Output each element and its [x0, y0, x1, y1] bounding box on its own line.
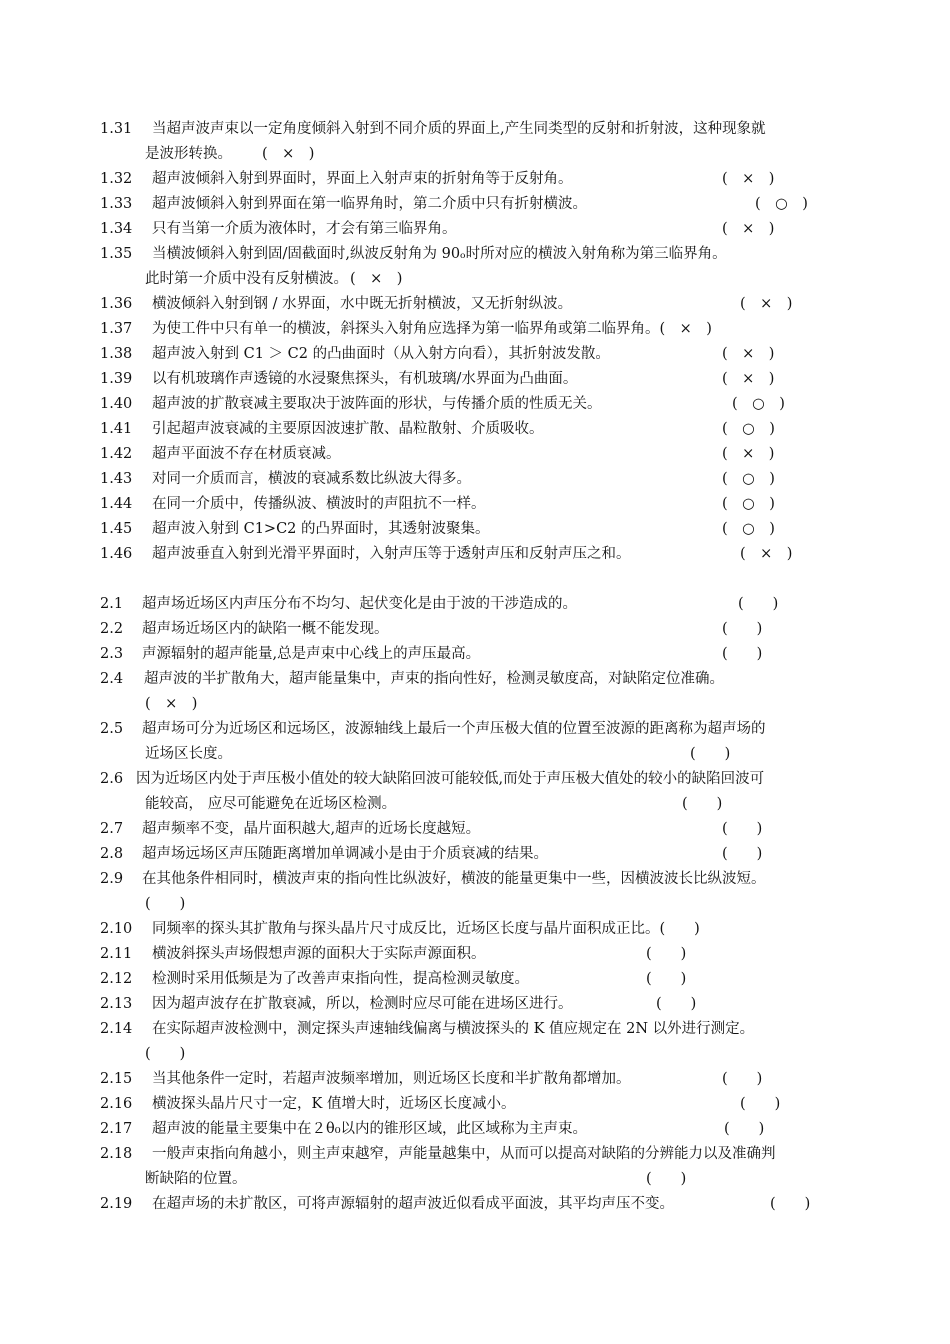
answer-mark: ( ○ )	[722, 496, 775, 512]
answer-mark: ( × )	[722, 171, 775, 187]
question-1-37: 1.37 为使工件中只有单一的横波，斜探头入射角应选择为第一临界角或第二临界角。( × )	[100, 321, 712, 337]
answer-mark: ( × )	[722, 371, 775, 387]
question-1-46: 1.46 超声波垂直入射到光滑平界面时，入射声压等于透射声压和反射声压之和。 ( × )	[100, 542, 880, 567]
answer-mark: ( × )	[262, 146, 315, 162]
question-1-31: 1.31 当超声波声束以一定角度倾斜入射到不同介质的界面上,产生同类型的反射和折射波，这种现象就 是波形转换。 ( × )	[100, 121, 766, 162]
question-1-43: 1.43 对同一介质而言，横波的衰减系数比纵波大得多。 ( ○ )	[100, 467, 880, 492]
question-2-4: 2.4 超声波的半扩散角大，超声能量集中，声束的指向性好，检测灵敏度高，对缺陷定位准确。 ( × )	[100, 667, 880, 717]
answer-mark: ( )	[646, 946, 687, 962]
question-2-7: 2.7 超声频率不变，晶片面积越大,超声的近场长度越短。 ( )	[100, 817, 880, 842]
question-1-38: 1.38 超声波入射到 C1 ＞ C2 的凸曲面时（从入射方向看），其折射波发散。 ( × )	[100, 342, 880, 367]
answer-mark: ( × )	[145, 696, 198, 712]
answer-mark: ( × )	[659, 321, 712, 337]
answer-mark: ( )	[145, 1046, 186, 1062]
question-2-17: 2.17 超声波的能量主要集中在２θ₀以内的锥形区域，此区域称为主声束。 ( )	[100, 1117, 880, 1142]
answer-mark: ( ○ )	[722, 421, 775, 437]
answer-mark: ( )	[145, 896, 186, 912]
answer-mark: ( × )	[722, 221, 775, 237]
answer-mark: ( )	[656, 996, 697, 1012]
question-2-15: 2.15 当其他条件一定时，若超声波频率增加，则近场区长度和半扩散角都增加。 ( )	[100, 1067, 880, 1092]
answer-mark: ( )	[740, 1096, 781, 1112]
question-2-14: 2.14 在实际超声波检测中，测定探头声速轴线偏离与横波探头的 K 值应规定在 2N 以外进行测定。 ( )	[100, 1017, 880, 1067]
question-2-16: 2.16 横波探头晶片尺寸一定，K 值增大时，近场区长度减小。 ( )	[100, 1092, 880, 1117]
question-2-5: 2.5 超声场可分为近场区和远场区，波源轴线上最后一个声压极大值的位置至波源的距离称为超声场的 近场区长度。 ( )	[100, 717, 880, 767]
question-2-3: 2.3 声源辐射的超声能量,总是声束中心线上的声压最高。 ( )	[100, 642, 880, 667]
question-2-12: 2.12 检测时采用低频是为了改善声束指向性，提高检测灵敏度。 ( )	[100, 967, 880, 992]
question-2-11: 2.11 横波斜探头声场假想声源的面积大于实际声源面积。 ( )	[100, 942, 880, 967]
question-2-13: 2.13 因为超声波存在扩散衰减，所以，检测时应尽可能在进场区进行。 ( )	[100, 992, 880, 1017]
answer-mark: ( × )	[722, 346, 775, 362]
question-2-8: 2.8 超声场远场区声压随距离增加单调减小是由于介质衰减的结果。 ( )	[100, 842, 880, 867]
answer-mark: ( )	[646, 1171, 687, 1187]
question-1-34: 1.34 只有当第一介质为液体时，才会有第三临界角。 ( × )	[100, 217, 880, 242]
answer-mark: ( )	[659, 921, 700, 937]
answer-mark: ( × )	[350, 271, 403, 287]
question-1-45: 1.45 超声波入射到 C1>C2 的凸界面时，其透射波聚集。 ( ○ )	[100, 517, 880, 542]
answer-mark: ( ○ )	[755, 196, 808, 212]
answer-mark: ( )	[770, 1196, 811, 1212]
question-1-39: 1.39 以有机玻璃作声透镜的水浸聚焦探头，有机玻璃/水界面为凸曲面。 ( × )	[100, 367, 880, 392]
question-1-44: 1.44 在同一介质中，传播纵波、横波时的声阻抗不一样。 ( ○ )	[100, 492, 880, 517]
question-1-33: 1.33 超声波倾斜入射到界面在第一临界角时，第二介质中只有折射横波。 ( ○ )	[100, 192, 880, 217]
answer-mark: ( )	[722, 621, 763, 637]
answer-mark: ( )	[724, 1121, 765, 1137]
answer-mark: ( )	[690, 746, 731, 762]
answer-mark: ( )	[722, 846, 763, 862]
answer-mark: ( )	[722, 646, 763, 662]
answer-mark: ( )	[738, 596, 779, 612]
question-2-1: 2.1 超声场近场区内声压分布不均匀、起伏变化是由于波的干涉造成的。 ( )	[100, 592, 880, 617]
question-1-32: 1.32 超声波倾斜入射到界面时，界面上入射声束的折射角等于反射角。 ( × )	[100, 167, 880, 192]
question-1-42: 1.42 超声平面波不存在材质衰减。 ( × )	[100, 442, 880, 467]
question-1-41: 1.41 引起超声波衰减的主要原因波速扩散、晶粒散射、介质吸收。 ( ○ )	[100, 417, 880, 442]
question-2-2: 2.2 超声场近场区内的缺陷一概不能发现。 ( )	[100, 617, 880, 642]
answer-mark: ( )	[722, 1071, 763, 1087]
question-1-36: 1.36 横波倾斜入射到钢 / 水界面，水中既无折射横波，又无折射纵波。 ( × )	[100, 292, 880, 317]
question-2-10: 2.10 同频率的探头其扩散角与探头晶片尺寸成反比，近场区长度与晶片面积成正比。( )	[100, 921, 700, 937]
question-2-6: 2.6 因为近场区内处于声压极小值处的较大缺陷回波可能较低,而处于声压极大值处的较小的缺陷回波可 能较高， 应尽可能避免在近场区检测。 ( )	[100, 767, 880, 817]
question-1-40: 1.40 超声波的扩散衰减主要取决于波阵面的形状，与传播介质的性质无关。 ( ○ )	[100, 392, 880, 417]
question-2-19: 2.19 在超声场的未扩散区，可将声源辐射的超声波近似看成平面波，其平均声压不变。 ( )	[100, 1192, 880, 1217]
answer-mark: ( )	[646, 971, 687, 987]
answer-mark: ( × )	[740, 296, 793, 312]
answer-mark: ( ○ )	[732, 396, 785, 412]
answer-mark: ( )	[682, 796, 723, 812]
answer-mark: ( )	[722, 821, 763, 837]
answer-mark: ( × )	[722, 446, 775, 462]
answer-mark: ( × )	[740, 546, 793, 562]
question-1-35: 1.35 当横波倾斜入射到固/固截面时,纵波反射角为 90ₒ时所对应的横波入射角称为第三临界角。 此时第一介质中没有反射横波。 ( × )	[100, 246, 727, 287]
question-2-18: 2.18 一般声束指向角越小，则主声束越窄，声能量越集中，从而可以提高对缺陷的分辨能力以及准确判 断缺陷的位置。 ( )	[100, 1142, 880, 1192]
answer-mark: ( ○ )	[722, 471, 775, 487]
answer-mark: ( ○ )	[722, 521, 775, 537]
question-2-9: 2.9 在其他条件相同时，横波声束的指向性比纵波好，横波的能量更集中一些，因横波波长比纵波短。 ( )	[100, 867, 880, 917]
